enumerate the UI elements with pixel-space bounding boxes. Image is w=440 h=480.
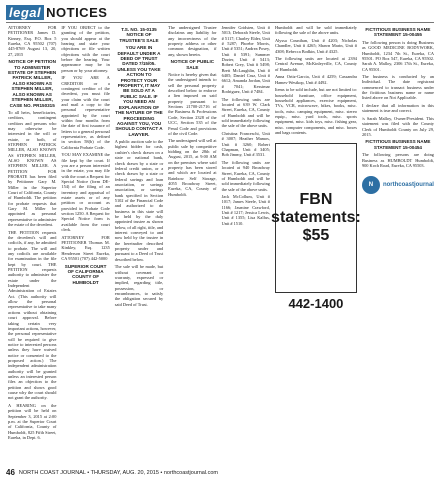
- notice-paragraph: A HEARING on the petition will be held on September 3, 2015 at 2:00 p.m. at the Superior Court of California, County of Humboldt, 825 Fifth Street, Eureka, in Dept. 6.: [8, 402, 57, 440]
- legal-label: legal: [6, 5, 44, 20]
- notice-paragraph: To all heirs, beneficiaries, creditors, contingent creditors and persons who may otherwise be interested in the will or estate, or both, of STEPHEN PATRICK MILLER, ALSO KNOWN AS STEPHEN MILLER, ALSO KNOWN AS STEPHEN MILLER. A PETITION FOR PROBATE has been filed by Petitioner Gary M. Miller in the Superior Court of California, County of Humboldt. The petition for probate requests that Gary M. Miller be appointed as personal representative to administer the estate of the decedent.: [8, 109, 57, 228]
- column-2: [61, 25, 109, 465]
- notice-paragraph: IF YOU OBJECT to the granting of the petition, you should appear at the hearing and state your objections or file written objections with the court before the hearing. Your appearance may be in person or by your attorney.: [61, 25, 110, 73]
- ncj-logo-icon: N: [362, 176, 380, 194]
- notice-paragraph: YOU MAY EXAMINE the file kept by the court. If you are a person interested in the estate, you may file with the court a Request for Special Notice (form DE-154) of the filing of an inventory and appraisal of estate assets or of any petition or account as provided in Probate Code section 1250. A Request for Special Notice form is available from the court clerk.: [61, 152, 110, 233]
- fbn-price: $55: [302, 227, 330, 245]
- notice-heading: NOTICE OF PUBLIC SALE: [170, 59, 215, 70]
- notice-paragraph: IF YOU ARE A CREDITOR or a contingent creditor of the decedent, you must file your claim with the court and mail a copy to the personal representative appointed by the court within four months from the date of first issuance of letters to a general personal representative, as defined in section 58(b) of the California Probate Code.: [61, 75, 110, 150]
- notice-paragraph: /s Sarah Malloy, Owner/President. This statement was filed with the County Clerk of Humboldt County on July 29, 2015.: [361, 115, 434, 137]
- attorney-block: ATTORNEY FOR PETITIONER James D. Kinney, Esq. P.O. Box 5 Eureka, CA 95502 (707) 445-8769 August 13, 20, 27, 2015: [8, 25, 57, 57]
- notice-paragraph: Jennifer Gridsten, Unit # 5013; Deborah Steele, Unit # 5117; Charley Elder, Unit # 5287; Phoebe Morris, Unit # 5351; Andrea Posey, Unit # 5391; Summer Dozier, Unit # 5413; Robert Grey, Unit # 5498; Brett McLaughlin, Unit # 6405; Daniel Cruz, Unit # 6612; Amanda Jordan, Unit # 7041; Kessimar Rodriguez, Unit # 7484.: [221, 25, 270, 95]
- ad-phone: 442-1400: [288, 296, 344, 312]
- notices-columns: [8, 25, 434, 465]
- journal-logo: [362, 176, 434, 194]
- column-7: [362, 25, 434, 465]
- notice-paragraph: The following persons are doing Business as HUMBOLDT Humboldt, 900 Koch Road, Eureka, CA 95503.: [361, 152, 434, 168]
- column-3: [115, 25, 163, 465]
- fbn-ad-box: [271, 143, 361, 293]
- column-5: [222, 25, 270, 465]
- notices-label: NOTICES: [46, 4, 108, 20]
- header-divider: [6, 22, 434, 23]
- notice-paragraph: The undersigned will sell at public sale by competitive bidding on the 28th of August, 2015, at 9:00 AM on the premises where said property has been stored and which are located at Rainbow Self Storage, 4055 Broadway Street, Eureka, CA, County of Humboldt.: [168, 138, 217, 197]
- notice-paragraph: I declare that all information in this statement is true and correct.: [361, 102, 434, 114]
- notice-paragraph: The following person is doing Business as GOOD MEDICINE BODYWORK, Humboldt, 1234 7th St., Eureka, CA 95501. PO Box 547, Eureka, CA 95502. Sarah A. Malloy, 2306 17th St., Eureka, CA 95501.: [361, 39, 434, 72]
- notice-heading: T.S. NO. 15-0135 NOTICE OF TRUSTEE'S SALE: [119, 27, 159, 43]
- column-4: [168, 25, 216, 465]
- notice-paragraph: The business is conducted by an Individual. The date registrant commenced to transact business under the fictitious business name or name listed above on Not Applicable.: [361, 74, 434, 101]
- notice-heading: YOU ARE IN DEFAULT UNDER A DEED OF TRUST DATED 7/15/05. UNLESS YOU TAKE ACTION TO PROTECT YOUR PROPERTY, IT MAY BE SOLD AT A PUBLIC SALE. IF YOU NEED AN EXPLANATION OF THE NATURE OF THE PROCEEDING AGAINST YOU, YOU SHOULD CONTACT A LAWYER.: [115, 45, 163, 137]
- notice-heading: FICTITIOUS BUSINESS NAME STATEMENT 15-00454: [365, 139, 431, 150]
- page-footer: [6, 468, 218, 477]
- notice-paragraph: Alyssa Counihan, Unit # 4203; Nicholas Chandler, Unit # 4265; Shawn Marin, Unit # 4308; Rebecca Bodkin, Unit # 4325.: [274, 37, 357, 54]
- notice-paragraph: The undersigned Trustee disclaims any liability for any incorrectness of the property address or other common designation, if any, shown herein.: [168, 25, 217, 57]
- notice-paragraph: Notice is hereby given that the undersigned intends to sell the personal property described below to enforce a lien imposed on said property pursuant to Sections 21700-21716 of the Business & Professions Code, Section 2328 of the UCC, Section 535 of the Penal Code and provisions of the civil Code.: [168, 72, 217, 136]
- column-1: [8, 25, 56, 465]
- section-masthead: [6, 4, 107, 20]
- page-number: 46: [6, 468, 15, 477]
- notice-paragraph: THE PETITION requests the decedent's will and codicils, if any, be admitted to probate. The will and any codicils are available for examination in the file kept by court. THE PETITION requests authority to administer the estate under the Independent Administration of Estates Act. (This authority will allow the personal representative to take many actions without obtaining court approval. Before taking certain very important actions, however, the personal representative will be required to give notice to interested persons unless they have waived notice or consented to the proposed action.) The independent administration authority will be granted unless an interested person files an objection to the petition and shows good cause why the court should not grant the authority.: [8, 229, 57, 401]
- court-heading: SUPERIOR COURT OF CALIFORNIA COUNTY OF HUMBOLDT: [64, 263, 107, 285]
- notice-paragraph: Humboldt and will be sold immediately following the sale of the above units.: [274, 25, 357, 36]
- notice-paragraph: A public auction sale to the highest bidder for cash, cashier's check drawn on a state or national bank, check drawn by a state or federal credit union, or a check drawn by a state or federal savings and loan association, or savings association, or savings bank specified in Section 5102 of the Financial Code and authorized to do business in this state will be held by the duly appointed trustee as shown below, of all right, title, and interest conveyed to and now held by the trustee in the hereinafter described property under and pursuant to a Deed of Trust described below.: [114, 139, 164, 262]
- notice-paragraph: Anna Ortiz-Garcia, Unit # 4259; Cassandra Hames-Westkop, Unit # 4492.: [274, 74, 357, 85]
- notice-paragraph: The following units are located at 940 Broadway Street, Eureka, CA, County of Humboldt and will be sold immediately following the sale of the above units.: [221, 159, 270, 192]
- logo-text: northcoastjournal: [382, 181, 434, 188]
- notice-paragraph: Items to be sold include, but are not limited to: household furniture, office equipment, household appliances, exercise equipment, TVs, VCR, microwave, bikes, books, misc. tools, misc. camping equipment, misc. stereo equip., misc. yard tools, misc. sports equipment, misc. kids toys, misc. fishing gear, misc. computer components, and misc. boxes and bags contents.: [274, 87, 357, 135]
- notice-paragraph: The following units are located at 2394 Central Avenue, McKinleyville, CA, County of Humboldt.: [274, 56, 357, 72]
- notice-heading: FICTITIOUS BUSINESS NAME STATEMENT 15-00455: [365, 27, 431, 38]
- notice-paragraph: Christina Franceschi, Unit # 3007; Heather Mamos, Unit # 3260; Robert Chapman, Unit # 3405; Bob Jimmy, Unit # 3531.: [221, 130, 270, 158]
- fbn-title: FBN: [299, 191, 333, 209]
- notice-paragraph: The following units are located at 639 W. Clark Street, Eureka, CA, County of Humboldt and will be sold immediately following the sale of the above units.: [221, 96, 270, 129]
- notice-paragraph: The sale will be made, but without covenant or warranty, expressed or implied, regarding title, possession, or encumbrances, to satisfy the obligation secured by said Deed of Trust.: [114, 264, 164, 307]
- notice-heading: NOTICE OF PETITION TO ADMINISTER ESTATE OF STEPHEN PATRICK MILLER, ALSO KNOWN AS STEPHEN MILLER, ALSO KNOWN AS STEPHEN MILLER, CASE NO. PR150315: [8, 59, 57, 108]
- fbn-subtitle: statements:: [271, 209, 361, 227]
- attorney-block: ATTORNEY FOR PETITIONER Thomas M. Kinkley, Esq. 1235 Henderson Street Eureka, CA 95501 (707) 442-5000: [61, 234, 110, 261]
- footer-line: NORTH COAST JOURNAL • THURSDAY, AUG. 20, 2015 • northcoastjournal.com: [18, 469, 218, 476]
- notice-paragraph: Jack McCollum, Unit # 1017; James Steele, Unit # 1166; Jasmine Crawford, Unit # 1217; Jessica Lewis, Unit # 1355; Lisa Kalfus, Unit # 1510.: [221, 194, 270, 226]
- column-6: [271, 25, 361, 465]
